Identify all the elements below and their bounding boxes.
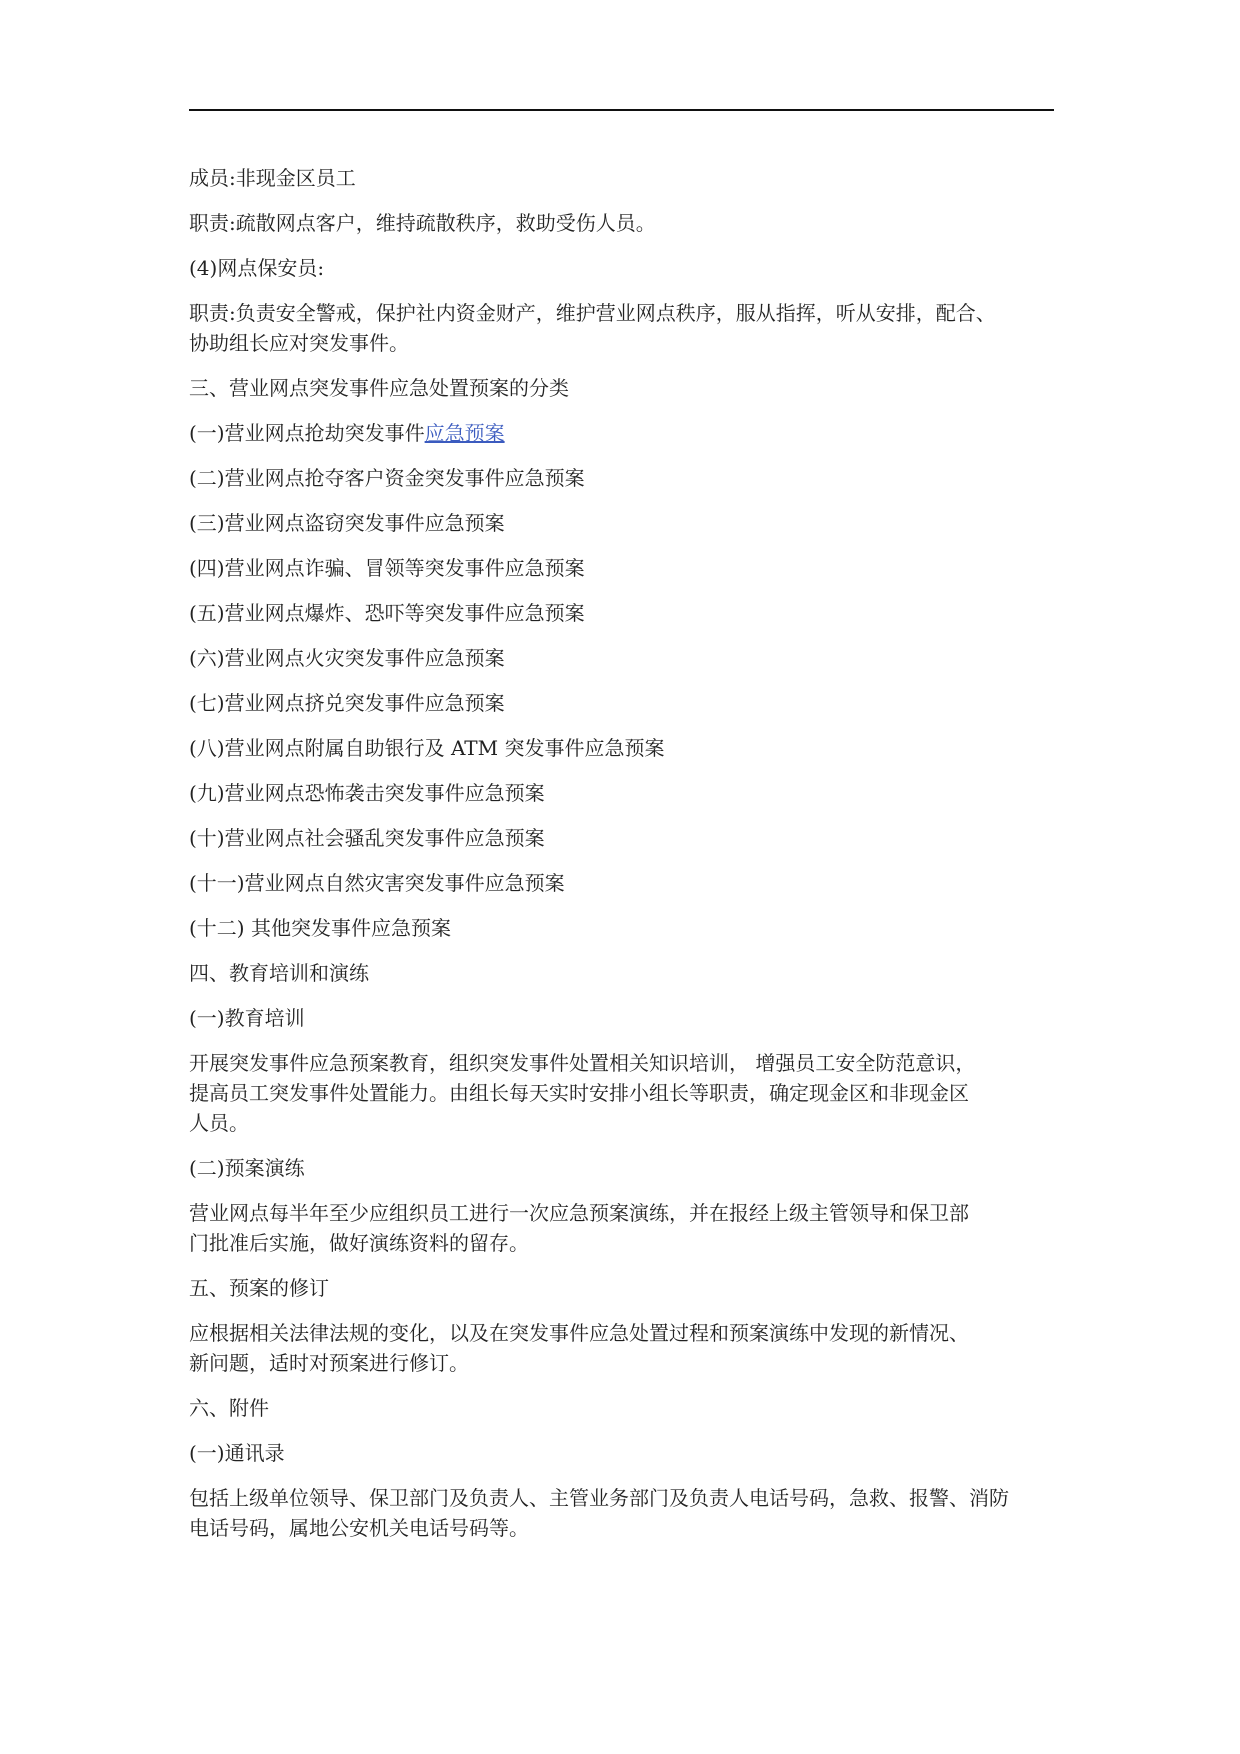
paragraph: (4)网点保安员: — [189, 256, 325, 280]
paragraph: 包括上级单位领导、保卫部门及负责人、主管业务部门及负责人电话号码，急救、报警、消防 电话号码，属地公安机关电话号码等。 — [189, 1486, 1009, 1540]
emergency-plan-link[interactable]: 应急预案 — [424, 421, 505, 445]
list-item: (五)营业网点爆炸、恐吓等突发事件应急预案 — [189, 601, 585, 625]
section-heading: 四、教育培训和演练 — [189, 961, 369, 985]
paragraph: 职责:疏散网点客户，维持疏散秩序，救助受伤人员。 — [189, 211, 656, 235]
list-item: (六)营业网点火灾突发事件应急预案 — [189, 646, 505, 670]
list-item: (八)营业网点附属自助银行及 ATM 突发事件应急预案 — [189, 736, 665, 760]
paragraph: 成员:非现金区员工 — [189, 166, 356, 190]
list-item: (二)营业网点抢夺客户资金突发事件应急预案 — [189, 466, 585, 490]
paragraph: 应根据相关法律法规的变化，以及在突发事件应急处置过程和预案演练中发现的新情况、 新问题，适时对预案进行修订。 — [189, 1321, 969, 1375]
list-item: (十二) 其他突发事件应急预案 — [189, 916, 451, 940]
list-item-text: (一)营业网点抢劫突发事件 — [189, 421, 425, 445]
header-rule — [189, 109, 1054, 111]
section-heading: 五、预案的修订 — [189, 1276, 329, 1300]
list-item: (七)营业网点挤兑突发事件应急预案 — [189, 691, 505, 715]
paragraph: 开展突发事件应急预案教育，组织突发事件处置相关知识培训， 增强员工安全防范意识， 提高员工突发事件处置能力。由组长每天实时安排小组长等职责，确定现金区和非现金区 人员。 — [189, 1051, 976, 1135]
list-item: (十一)营业网点自然灾害突发事件应急预案 — [189, 871, 565, 895]
subsection-heading: (一)教育培训 — [189, 1006, 305, 1030]
list-item: (九)营业网点恐怖袭击突发事件应急预案 — [189, 781, 545, 805]
paragraph: 营业网点每半年至少应组织员工进行一次应急预案演练，并在报经上级主管领导和保卫部 门批准后实施，做好演练资料的留存。 — [189, 1201, 969, 1255]
list-item: (十)营业网点社会骚乱突发事件应急预案 — [189, 826, 545, 850]
document-body — [189, 163, 1069, 1558]
section-heading: 三、营业网点突发事件应急处置预案的分类 — [189, 376, 569, 400]
section-heading: 六、附件 — [189, 1396, 269, 1420]
list-item — [189, 418, 1069, 448]
paragraph: 职责:负责安全警戒，保护社内资金财产，维护营业网点秩序，服从指挥，听从安排，配合、 协助组长应对突发事件。 — [189, 301, 996, 355]
subsection-heading: (一)通讯录 — [189, 1441, 285, 1465]
subsection-heading: (二)预案演练 — [189, 1156, 305, 1180]
list-item: (三)营业网点盗窃突发事件应急预案 — [189, 511, 505, 535]
list-item: (四)营业网点诈骗、冒领等突发事件应急预案 — [189, 556, 585, 580]
